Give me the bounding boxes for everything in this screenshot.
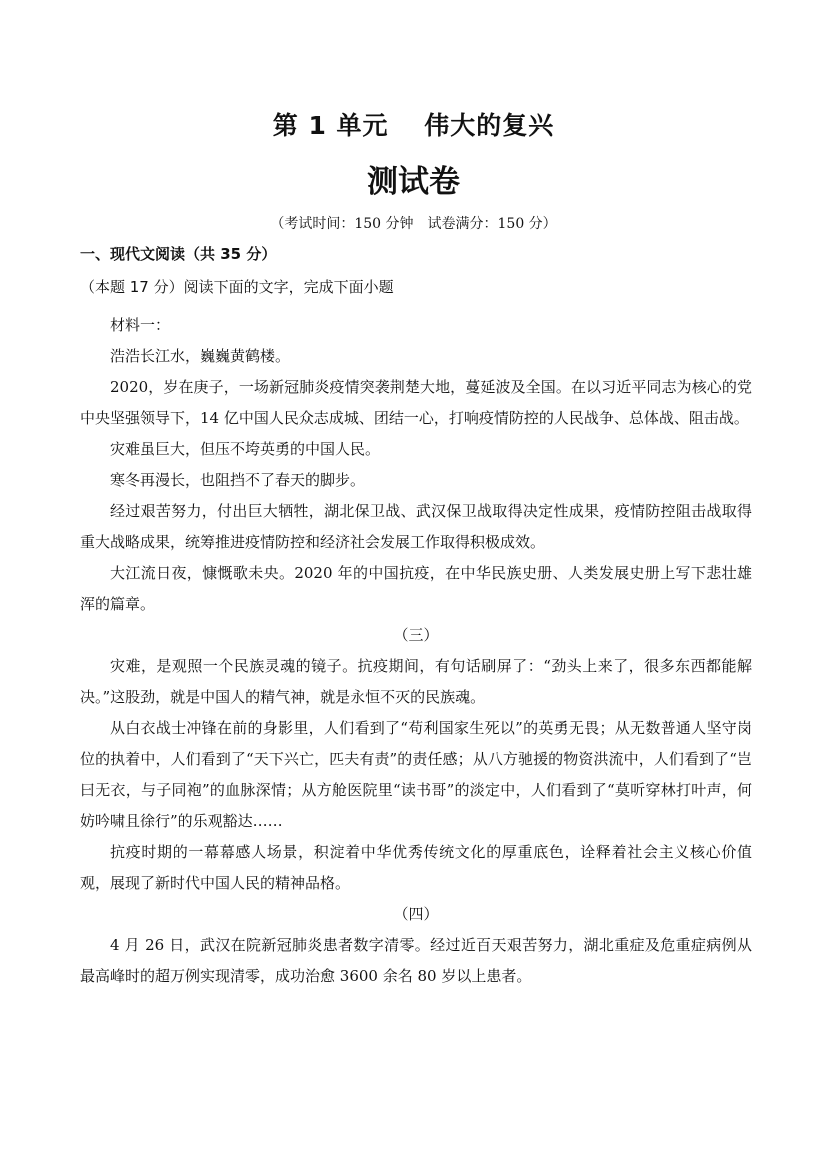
- part-heading: （四）: [393, 905, 439, 923]
- document-title: 第 1 单元 伟大的复兴: [272, 111, 555, 140]
- paragraph: 2020，岁在庚子，一场新冠肺炎疫情突袭荆楚大地，蔓延波及全国。在以习近平同志为核心的党中央坚强领导下，14 亿中国人民众志成城、团结一心，打响疫情防控的人民战争、总体战、阻击战。: [80, 378, 752, 427]
- paragraph: 经过艰苦努力，付出巨大牺牲，湖北保卫战、武汉保卫战取得决定性成果，疫情防控阻击战取得重大战略成果，统筹推进疫情防控和经济社会发展工作取得积极成效。: [80, 502, 752, 551]
- section-heading: 一、现代文阅读（共 35 分）: [80, 245, 277, 263]
- document-subtitle: 测试卷: [367, 164, 460, 200]
- paragraph: 大江流日夜，慷慨歌未央。2020 年的中国抗疫，在中华民族史册、人类发展史册上写下悲壮雄浑的篇章。: [80, 564, 752, 613]
- paragraph: 寒冬再漫长，也阻挡不了春天的脚步。: [110, 471, 366, 489]
- paragraph: 灾难，是观照一个民族灵魂的镜子。抗疫期间，有句话刷屏了：“劲头上来了，很多东西都能解决。”这股劲，就是中国人的精气神，就是永恒不灭的民族魂。: [80, 657, 752, 706]
- exam-info: （考试时间：150 分钟 试卷满分：150 分）: [270, 216, 557, 232]
- material-label: 材料一：: [110, 316, 171, 334]
- paragraph: 灾难虽巨大，但压不垮英勇的中国人民。: [110, 440, 381, 458]
- reading-passage: [80, 310, 752, 992]
- paragraph: 浩浩长江水，巍巍黄鹤楼。: [110, 347, 291, 365]
- paragraph: 4 月 26 日，武汉在院新冠肺炎患者数字清零。经过近百天艰苦努力，湖北重症及危重症病例从最高峰时的超万例实现清零，成功治愈 3600 余名 80 岁以上患者。: [80, 936, 752, 985]
- question-intro: （本题 17 分）阅读下面的文字，完成下面小题: [80, 278, 394, 296]
- paragraph: 从白衣战士冲锋在前的身影里，人们看到了“苟利国家生死以”的英勇无畏；从无数普通人坚守岗位的执着中，人们看到了“天下兴亡，匹夫有责”的责任感；从八方驰援的物资洪流中，人们看到了“岂曰无衣，与子同袍”的血脉深情；从方舱医院里“读书哥”的淡定中，人们看到了“莫听穿林打叶声，何妨吟啸且徐行”的乐观豁达……: [80, 719, 752, 830]
- paragraph: 抗疫时期的一幕幕感人场景，积淀着中华优秀传统文化的厚重底色，诠释着社会主义核心价值观，展现了新时代中国人民的精神品格。: [80, 843, 752, 892]
- part-heading: （三）: [393, 626, 439, 644]
